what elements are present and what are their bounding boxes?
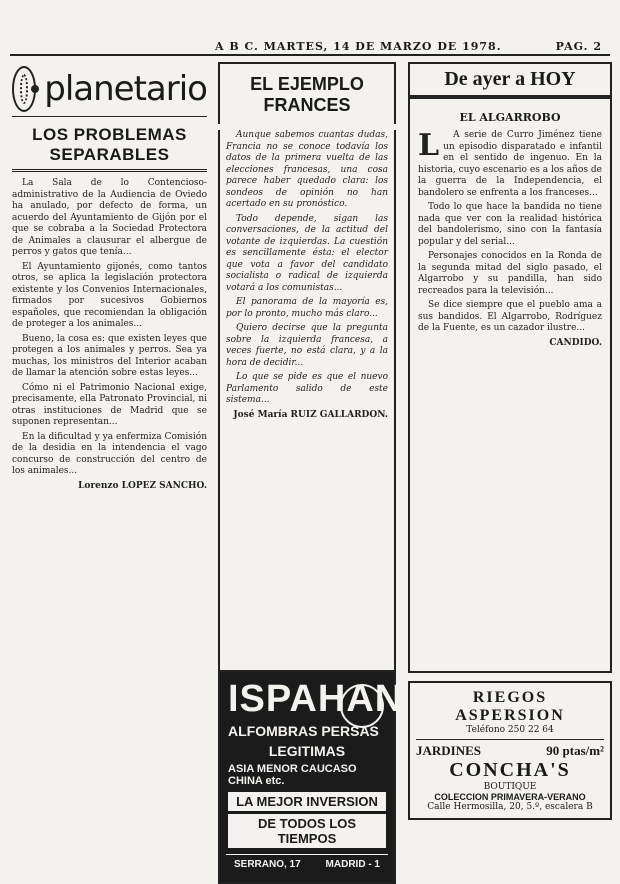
ad-line: ALFOMBRAS PERSAS <box>228 723 379 739</box>
page-header <box>10 38 610 56</box>
ad-price: 90 ptas/m² <box>546 743 604 758</box>
paragraph: Aunque sabemos cuantas dudas, Francia no se conoce todavía los datos de la primera vuelta de las elecciones francesas, una cosa parece haber quedado clara: los sondeos de opinión no han acertado en su pronóstico. <box>226 130 388 209</box>
paragraph: Todo lo que hace la bandida no tiene nada que ver con la realidad histórica del bandolerismo, sino con la fantasía popular y del serial... <box>418 202 602 247</box>
article-body <box>226 130 388 420</box>
drop-cap: L <box>418 128 440 163</box>
ad-footer <box>226 854 388 874</box>
article-body <box>418 130 602 348</box>
article-box <box>218 130 396 670</box>
article-signature: Lorenzo LOPEZ SANCHO. <box>78 480 207 491</box>
ad-brand: ISPAHAN <box>228 678 404 720</box>
ad-jardines-row <box>416 739 604 759</box>
paragraph: Todo depende, sigan las conversaciones, de la actitud del votante de izquierdas. La cuestión es sencillamente ésta: el elector que vota a favor del candidato socialista o radical de izquierda votará a los comunistas... <box>226 213 388 293</box>
header-rule <box>10 54 610 56</box>
article-headline: EL EJEMPLO FRANCES <box>218 62 396 124</box>
ad-address: Calle Hermosilla, 20, 5.º, escalera B <box>427 802 593 812</box>
section-masthead: De ayer a HOY <box>408 62 612 97</box>
column-ejemplo-frances <box>218 62 404 870</box>
column-de-ayer-a-hoy <box>408 62 612 822</box>
section-title: planetario <box>44 69 207 109</box>
paragraph: Se dice siempre que el pueblo ama a sus bandidos. El Algarrobo, Rodríguez de la Fuente, es un cazador ilustre... <box>418 300 602 333</box>
ad-address: SERRANO, 17 <box>234 859 301 870</box>
ad-highlight: LA MEJOR INVERSION <box>228 792 386 811</box>
column-planetario <box>12 62 207 822</box>
ad-boutique: BOUTIQUE <box>483 782 537 792</box>
paragraph: Bueno, la cosa es: que existen leyes que protegen a los animales y perros. Sea ya muchas, los ministros del Interior acaban de llamar la atención sobre estas leyes... <box>12 333 207 378</box>
ispahan-advertisement <box>218 670 404 884</box>
ad-city: MADRID - 1 <box>325 859 380 870</box>
page-number: PAG. 2 <box>555 40 602 53</box>
paragraph: Cómo ni el Patrimonio Nacional exige, precisamente, ella Patronato Provincial, ni otras instituciones de Madrid que se suponen representan... <box>12 382 207 427</box>
paragraph: El Ayuntamiento gijonés, como tantos otros, se aplica la legislación protectora existente y los Convenios Internacionales, firmados por sucesivos Gobiernos españoles, que recomiendan la obligación de proteger a los animales... <box>12 261 207 329</box>
ad-conchas: CONCHA'S <box>449 759 571 781</box>
paragraph: La Sala de lo Contencioso-administrativo de la Audiencia de Oviedo ha anulado, por defecto de forma, un acuerdo del Ayuntamiento de Gijón por el que se cobraba a la Sociedad Protectora de Animales a clausurar el albergue de perros y gatos que tenía... <box>12 178 207 257</box>
ad-riegos: RIEGOS ASPERSION <box>455 689 565 724</box>
article-headline: EL ALGARROBO <box>459 111 561 124</box>
ad-jardines: JARDINES <box>416 743 482 758</box>
ad-highlight: DE TODOS LOS TIEMPOS <box>228 814 386 848</box>
article-body <box>12 178 207 491</box>
paragraph: A serie de Curro Jiménez tiene un episodio disparatado e infantil en el sentido de ingenuo. En la historia, cuyo escenario es a los años de la guerra de la Independencia, el bandolero se enfrenta a los franceses... <box>418 130 602 198</box>
paragraph: Quiero decirse que la pregunta sobre la izquierda francesa, a veces fuerte, no está clara, y a la hora de decidir... <box>226 323 388 368</box>
ad-coleccion: COLECCION PRIMAVERA-VERANO <box>434 792 586 802</box>
ad-line: LEGITIMAS <box>268 743 346 759</box>
article-signature: CANDIDO. <box>549 337 602 348</box>
ad-line: ASIA MENOR CAUCASO CHINA etc. <box>228 763 357 787</box>
paragraph: El panorama de la mayoría es, por lo pronto, mucho más claro... <box>226 297 388 319</box>
paragraph: En la dificultad y ya enfermiza Comisión de la desidia en la intendencia el vago concurso de construcción del centro de los animales... <box>12 431 207 476</box>
classified-ads <box>408 681 612 820</box>
header-date: A B C. MARTES, 14 DE MARZO DE 1978. <box>215 40 502 53</box>
planetario-masthead <box>12 62 207 117</box>
paragraph: Lo que se pide es que el nuevo Parlamento salido de este sistema... <box>226 372 388 405</box>
article-signature: José María RUIZ GALLARDON. <box>233 409 388 420</box>
article-headline: LOS PROBLEMAS SEPARABLES <box>12 117 207 172</box>
ad-phone: Teléfono 250 22 64 <box>466 725 554 735</box>
article-box <box>408 97 612 673</box>
planet-icon <box>12 66 36 112</box>
paragraph: Personajes conocidos en la Ronda de la segunda mitad del siglo pasado, el Algarrobo y su pandilla, han sido recreados para la televisión... <box>418 251 602 296</box>
ad-emblem-icon <box>340 684 384 728</box>
